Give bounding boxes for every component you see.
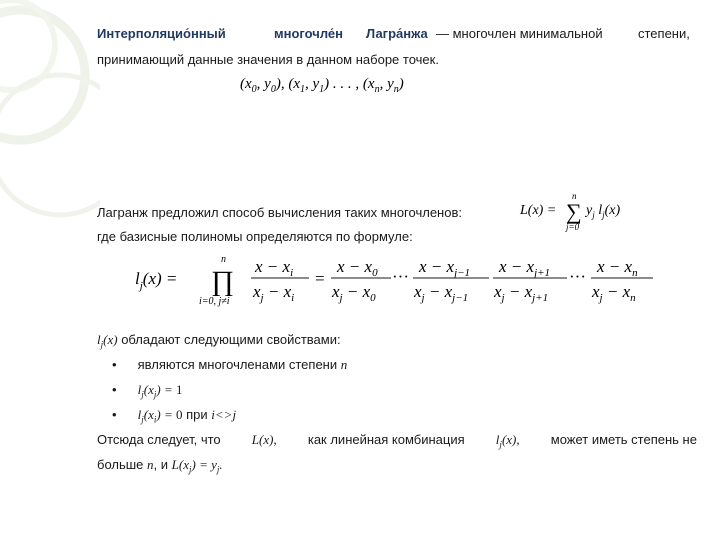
svg-text:x − xi: $x - x_i$	[255, 257, 294, 279]
lagrange-text: Лагранж предложил способ вычисления таких многочленов:	[97, 205, 462, 220]
svg-text:xj − x0: $x_j - x_0$	[332, 282, 376, 304]
title-line2: принимающий данные значения в данном наборе точек.	[97, 52, 439, 67]
properties-intro-text: обладают следующими свойствами:	[121, 332, 341, 347]
svg-text:x − xj+1: $x - x_{j+1}$	[499, 257, 551, 279]
basis-formula	[135, 248, 665, 317]
conclusion-line1	[97, 432, 697, 453]
svg-text:∑: ∑	[566, 199, 582, 224]
property-1-math: n	[340, 357, 348, 372]
svg-text:xj − xn: $x_j - x_n$	[592, 282, 636, 304]
svg-text:n: n	[221, 254, 226, 265]
title-last: степени,	[638, 26, 690, 41]
svg-text:(x0, y0), (x1, y1) . . . , (xn: ($x_0$, $y_0$), ($x_1$, $y_1$) . . . , ($x_n$, $y_n$)	[240, 76, 404, 95]
svg-text:x − xj−1: $x - x_{j-1}$	[419, 257, 471, 279]
conclusion-part-a: Отсюда следует, что	[97, 432, 221, 447]
title-word-interpolation: Интерполяцио́нный	[97, 26, 226, 41]
property-2-math: $l_j(x_j) = 1$	[137, 382, 183, 400]
property-1-text: являются многочленами степени	[137, 357, 341, 372]
bullet-dot: •	[112, 382, 117, 397]
svg-text:···: ···	[392, 267, 409, 286]
title-word-polynomial: многочле́н	[274, 26, 343, 41]
svg-text:x − x0: $x - x_0$	[337, 257, 378, 279]
property-3-math: $l_j(x_i) = 0$	[137, 407, 183, 425]
svg-text:L(x) =: L(x) =	[520, 203, 557, 218]
properties-intro	[97, 332, 341, 353]
list-item	[112, 382, 183, 403]
conclusion-part-c: может иметь степень не	[550, 432, 697, 447]
svg-text:∏: ∏	[211, 266, 235, 297]
conclusion-Lxj: $L(x_j) = y_j$.	[171, 457, 223, 475]
svg-text:···: ···	[569, 267, 586, 286]
conclusion-Lx: L(x),	[251, 432, 277, 447]
bullet-dot: •	[112, 357, 117, 372]
list-item	[112, 357, 347, 373]
points-formula	[240, 70, 440, 101]
svg-text:n: n	[572, 191, 577, 201]
list-item	[112, 407, 236, 428]
property-3-cond: i<>j	[211, 407, 237, 422]
bullet-dot: •	[112, 407, 117, 422]
svg-text:x − xn: $x - x_n$	[597, 257, 638, 279]
svg-text:xj − xj+1: $x_j - x_{j+1}$	[494, 282, 549, 304]
lagrange-sum-formula	[518, 188, 638, 237]
conclusion-part-b: как линейная комбинация	[307, 432, 465, 447]
svg-text:=: =	[315, 269, 325, 288]
svg-text:xj − xi: $x_j - x_i$	[253, 282, 295, 304]
conclusion-line2	[97, 457, 223, 478]
conclusion-and: , и	[153, 457, 169, 472]
conclusion-more: больше	[97, 457, 144, 472]
conclusion-ljx: $l_j(x)$,	[495, 432, 520, 450]
title-rest: — многочлен минимальной	[436, 26, 603, 41]
basis-text: где базисные полиномы определяются по формуле:	[97, 229, 413, 244]
svg-text:lj(x) =: $l_j(x)$ =	[135, 269, 178, 292]
title-word-lagrange: Лагра́нжа	[366, 26, 428, 41]
svg-text:j=0: j=0	[566, 222, 580, 232]
conclusion-n: n	[147, 457, 154, 472]
svg-text:yj lj(x): $y_j$ $l_j(x)$	[586, 203, 621, 220]
svg-text:xj − xj−1: $x_j - x_{j-1}$	[414, 282, 469, 304]
property-3-text: при	[186, 407, 212, 422]
svg-text:i=0, j≠i: i=0, j≠i	[199, 296, 230, 307]
lj-symbol: $l_j(x)$	[97, 332, 118, 350]
